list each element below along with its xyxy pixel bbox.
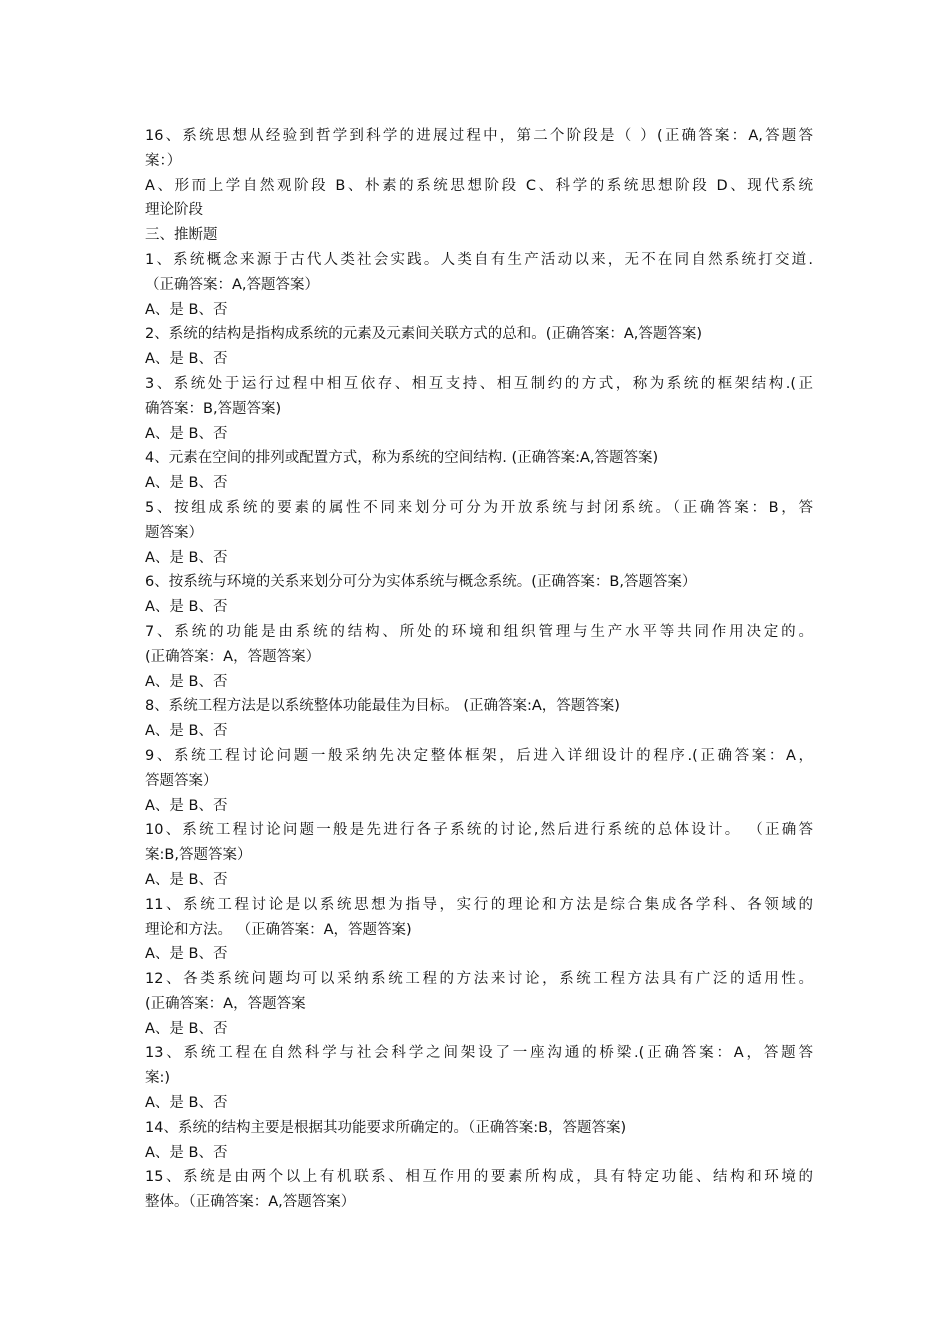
text-line: A、是 B、否	[145, 1095, 228, 1112]
text-line: 13、系统工程在自然科学与社会科学之间架设了一座沟通的桥梁.(正确答案：A，答题答	[145, 1045, 813, 1062]
text-line: 1、系统概念来源于古代人类社会实践。人类自有生产活动以来，无不在同自然系统打交道.	[145, 251, 813, 268]
text-line: A、是 B、否	[145, 723, 228, 740]
text-line: 题答案）	[145, 524, 203, 541]
text-line: A、是 B、否	[145, 301, 228, 318]
text-line: 案：）	[145, 152, 182, 169]
text-line: 4、元素在空间的排列或配置方式，称为系统的空间结构. (正确答案:A,答题答案)	[145, 450, 659, 467]
text-line: A、形而上学自然观阶段 B、朴素的系统思想阶段 C、科学的系统思想阶段 D、现代系统	[145, 177, 813, 194]
text-line: 2、系统的结构是指构成系统的元素及元素间关联方式的总和。(正确答案：A,答题答案)	[145, 326, 703, 343]
text-line: 14、系统的结构主要是根据其功能要求所确定的。（正确答案:B，答题答案)	[145, 1119, 627, 1136]
text-line: A、是 B、否	[145, 871, 228, 888]
text-line: 3、系统处于运行过程中相互依存、相互支持、相互制约的方式，称为系统的框架结构.(正	[145, 375, 813, 392]
text-line: 三、推断题	[145, 227, 218, 244]
document-body	[145, 124, 813, 1215]
text-line: A、是 B、否	[145, 549, 228, 566]
text-line: 5、按组成系统的要素的属性不同来划分可分为开放系统与封闭系统。（正确答案：B，答	[145, 499, 813, 516]
text-line: A、是 B、否	[145, 475, 228, 492]
text-line: 9、系统工程讨论问题一般采纳先决定整体框架，后进入详细设计的程序.(正确答案：A，	[145, 747, 813, 764]
text-line: 11、系统工程讨论是以系统思想为指导，实行的理论和方法是综合集成各学科、各领域的	[145, 896, 813, 913]
text-line: 整体。（正确答案：A,答题答案）	[145, 1194, 356, 1211]
text-line: 16、系统思想从经验到哲学到科学的进展过程中，第二个阶段是（ ）(正确答案：A,答题答	[145, 128, 813, 144]
text-line: 理论和方法。 （正确答案：A，答题答案)	[145, 921, 412, 938]
text-line: (正确答案：A，答题答案）	[145, 648, 321, 665]
text-line: 案:B,答题答案）	[145, 847, 252, 864]
text-line: 案:)	[145, 1070, 171, 1087]
text-line: 8、系统工程方法是以系统整体功能最佳为目标。 (正确答案:A，答题答案)	[145, 698, 620, 715]
text-line: A、是 B、否	[145, 351, 228, 368]
text-line: A、是 B、否	[145, 1144, 228, 1161]
text-line: A、是 B、否	[145, 1020, 228, 1037]
text-line: A、是 B、否	[145, 946, 228, 963]
text-line: A、是 B、否	[145, 797, 228, 814]
text-line: 理论阶段	[145, 202, 203, 219]
text-line: 10、系统工程讨论问题一般是先进行各子系统的讨论,然后进行系统的总体设计。 （正确答	[145, 822, 813, 839]
text-line: A、是 B、否	[145, 599, 228, 616]
text-line: (正确答案：A，答题答案	[145, 995, 306, 1012]
text-line: 7、系统的功能是由系统的结构、所处的环境和组织管理与生产水平等共同作用决定的。	[145, 623, 813, 640]
text-line: 6、按系统与环境的关系来划分可分为实体系统与概念系统。(正确答案：B,答题答案）	[145, 574, 697, 591]
text-line: A、是 B、否	[145, 425, 228, 442]
text-line: （正确答案：A,答题答案）	[145, 276, 320, 293]
text-line: 答题答案）	[145, 772, 218, 789]
text-line: 12、各类系统问题均可以采纳系统工程的方法来讨论，系统工程方法具有广泛的适用性。	[145, 971, 813, 988]
text-line: 15、系统是由两个以上有机联系、相互作用的要素所构成，具有特定功能、结构和环境的	[145, 1169, 813, 1186]
text-line: A、是 B、否	[145, 673, 228, 690]
text-line: 确答案：B,答题答案)	[145, 400, 282, 417]
